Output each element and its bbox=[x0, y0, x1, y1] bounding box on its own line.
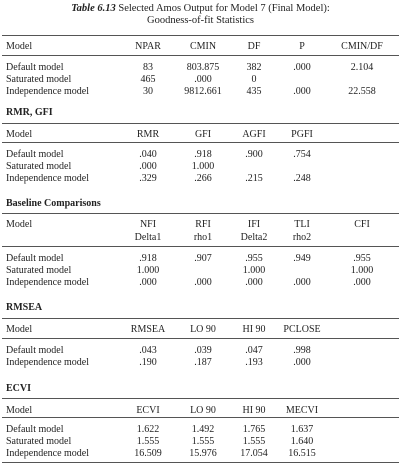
table-cell: .000 bbox=[194, 277, 212, 288]
column-header: RMSEA bbox=[130, 324, 166, 335]
column-header: HI 90 bbox=[242, 324, 266, 335]
table-cell: 1.000 bbox=[350, 265, 374, 276]
column-header: PGFI bbox=[291, 129, 313, 140]
row-label: Saturated model bbox=[6, 161, 72, 172]
table-cell: 1.555 bbox=[136, 436, 160, 447]
column-header: NFI bbox=[139, 219, 157, 230]
row-label: Independence model bbox=[6, 86, 90, 97]
section-title-ecvi: ECVI bbox=[6, 383, 32, 394]
caption-subtitle: Goodness-of-fit Statistics bbox=[146, 15, 255, 26]
row-label: Default model bbox=[6, 62, 64, 73]
table-cell: 2.104 bbox=[350, 62, 374, 73]
model-column-header: Model bbox=[6, 324, 33, 335]
table-cell: .047 bbox=[245, 345, 263, 356]
table-cell: .900 bbox=[245, 149, 263, 160]
table-cell: .998 bbox=[293, 345, 311, 356]
table-cell: 16.515 bbox=[288, 448, 316, 459]
row-label: Saturated model bbox=[6, 74, 72, 85]
row-label: Default model bbox=[6, 424, 64, 435]
table-cell: 1.000 bbox=[242, 265, 266, 276]
table-cell: 1.000 bbox=[191, 161, 215, 172]
column-header: HI 90 bbox=[242, 405, 266, 416]
column-subheader: rho2 bbox=[292, 232, 312, 243]
column-header: IFI bbox=[247, 219, 261, 230]
table-cell: .329 bbox=[139, 173, 157, 184]
table-rule bbox=[2, 246, 399, 247]
row-label: Saturated model bbox=[6, 265, 72, 276]
table-cell: .215 bbox=[245, 173, 263, 184]
table-rule bbox=[2, 123, 399, 124]
table-cell: 382 bbox=[246, 62, 262, 73]
table-cell: 1.640 bbox=[290, 436, 314, 447]
table-cell: .248 bbox=[293, 173, 311, 184]
table-cell: .000 bbox=[139, 277, 157, 288]
table-cell: 16.509 bbox=[134, 448, 162, 459]
row-label: Saturated model bbox=[6, 436, 72, 447]
table-rule bbox=[2, 318, 399, 319]
row-label: Independence model bbox=[6, 357, 90, 368]
caption-title: Selected Amos Output for Model 7 (Final Model): bbox=[118, 3, 330, 14]
table-cell: .000 bbox=[194, 74, 212, 85]
table-cell: .000 bbox=[293, 357, 311, 368]
column-header: AGFI bbox=[242, 129, 266, 140]
table-rule bbox=[2, 417, 399, 418]
table-cell: .193 bbox=[245, 357, 263, 368]
table-cell: 30 bbox=[143, 86, 153, 97]
table-cell: 83 bbox=[143, 62, 153, 73]
table-cell: 1.765 bbox=[242, 424, 266, 435]
table-cell: .000 bbox=[353, 277, 371, 288]
section-title-rmsea: RMSEA bbox=[6, 302, 43, 313]
table-cell: .000 bbox=[245, 277, 263, 288]
table-cell: .918 bbox=[194, 149, 212, 160]
table-cell: 17.054 bbox=[240, 448, 268, 459]
column-header: GFI bbox=[194, 129, 212, 140]
column-header: MECVI bbox=[285, 405, 319, 416]
table-cell: .918 bbox=[139, 253, 157, 264]
column-subheader: Delta1 bbox=[134, 232, 162, 243]
column-header: P bbox=[299, 41, 305, 52]
column-header: ECVI bbox=[136, 405, 160, 416]
table-rule bbox=[2, 142, 399, 143]
table-cell: 22.558 bbox=[348, 86, 376, 97]
caption-line bbox=[0, 3, 401, 15]
column-header: LO 90 bbox=[190, 324, 216, 335]
column-header: NPAR bbox=[135, 41, 161, 52]
table-cell: 435 bbox=[246, 86, 262, 97]
table-rule bbox=[2, 35, 399, 36]
table-cell: .000 bbox=[293, 86, 311, 97]
column-header: CFI bbox=[354, 219, 370, 230]
table-rule bbox=[2, 213, 399, 214]
table-cell: 0 bbox=[251, 74, 257, 85]
column-subheader: Delta2 bbox=[240, 232, 268, 243]
row-label: Default model bbox=[6, 149, 64, 160]
table-cell: .190 bbox=[139, 357, 157, 368]
table-cell: 1.637 bbox=[290, 424, 314, 435]
row-label: Independence model bbox=[6, 173, 90, 184]
column-subheader: rho1 bbox=[193, 232, 213, 243]
table-label: Table 6.13 bbox=[71, 3, 116, 14]
section-title-rmr: RMR, GFI bbox=[6, 107, 53, 118]
row-label: Default model bbox=[6, 253, 64, 264]
table-cell: .955 bbox=[353, 253, 371, 264]
table-cell: 1.555 bbox=[191, 436, 215, 447]
table-rule bbox=[2, 55, 399, 56]
table-cell: 1.000 bbox=[136, 265, 160, 276]
model-column-header: Model bbox=[6, 129, 33, 140]
model-column-header: Model bbox=[6, 41, 33, 52]
row-label: Independence model bbox=[6, 448, 90, 459]
table-cell: 1.492 bbox=[191, 424, 215, 435]
table-caption bbox=[0, 3, 401, 27]
column-header: RFI bbox=[195, 219, 211, 230]
table-cell: .907 bbox=[194, 253, 212, 264]
column-header: RMR bbox=[136, 129, 160, 140]
table-rule bbox=[2, 462, 399, 463]
column-header: TLI bbox=[294, 219, 310, 230]
table-cell: 9812.661 bbox=[184, 86, 222, 97]
table-cell: .000 bbox=[293, 62, 311, 73]
table-cell: .043 bbox=[139, 345, 157, 356]
column-header: CMIN bbox=[189, 41, 217, 52]
table-cell: .040 bbox=[139, 149, 157, 160]
model-column-header: Model bbox=[6, 405, 33, 416]
column-header: CMIN/DF bbox=[341, 41, 383, 52]
column-header: LO 90 bbox=[190, 405, 216, 416]
table-rule bbox=[2, 338, 399, 339]
table-cell: .955 bbox=[245, 253, 263, 264]
table-cell: 15.976 bbox=[189, 448, 217, 459]
table-rule bbox=[2, 398, 399, 399]
column-header: PCLOSE bbox=[283, 324, 321, 335]
table-cell: 803.875 bbox=[186, 62, 220, 73]
table-cell: 1.555 bbox=[242, 436, 266, 447]
row-label: Independence model bbox=[6, 277, 90, 288]
section-title-baseline: Baseline Comparisons bbox=[6, 198, 101, 209]
table-cell: .754 bbox=[293, 149, 311, 160]
table-cell: 465 bbox=[140, 74, 156, 85]
row-label: Default model bbox=[6, 345, 64, 356]
model-column-header: Model bbox=[6, 219, 33, 230]
column-header: DF bbox=[247, 41, 261, 52]
table-cell: .949 bbox=[293, 253, 311, 264]
table-cell: .266 bbox=[194, 173, 212, 184]
table-cell: .187 bbox=[194, 357, 212, 368]
table-cell: .039 bbox=[194, 345, 212, 356]
table-cell: .000 bbox=[139, 161, 157, 172]
table-cell: .000 bbox=[293, 277, 311, 288]
table-cell: 1.622 bbox=[136, 424, 160, 435]
